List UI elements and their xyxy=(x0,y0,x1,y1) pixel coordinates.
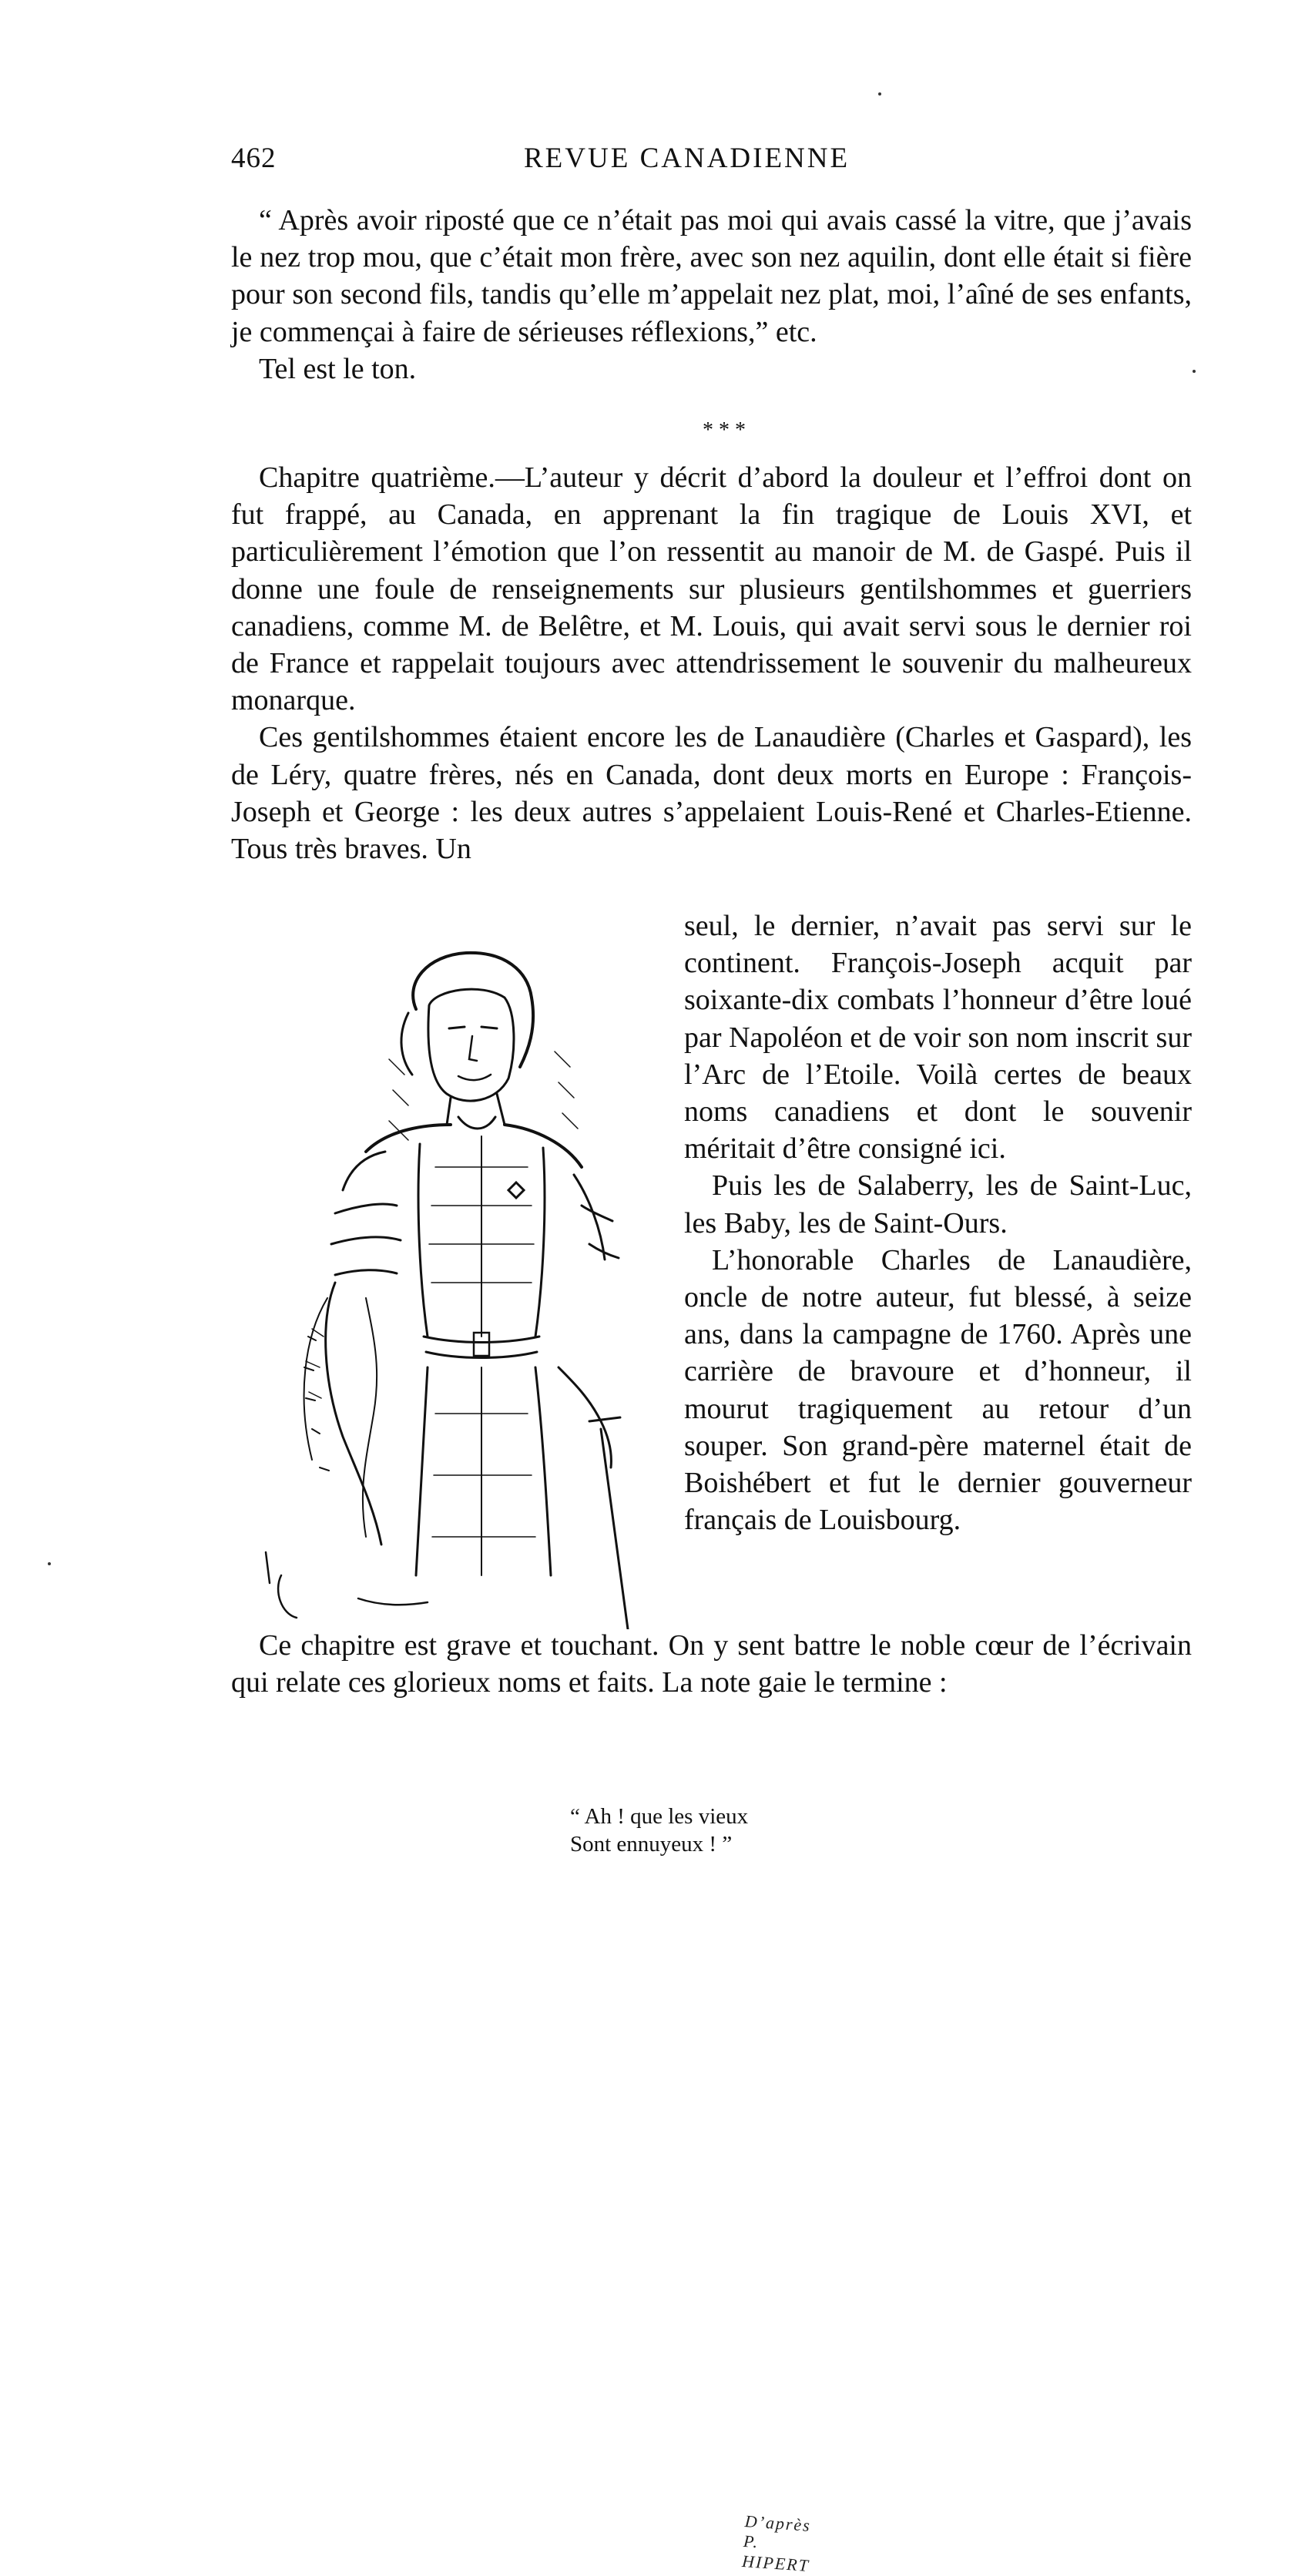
section-separator xyxy=(689,420,759,457)
asterism: * * * xyxy=(703,418,746,442)
paragraph-continuation: seul, le dernier, n’avait pas servi sur le continent. François-Joseph acquit par soixante-dix combats l’honneur d’être loué par Napoléon et de voir son nom inscrit sur l’Arc de l’Etoile. Voilà certes de beaux noms canadiens et dont le souvenir méritait d’être consigné ici. xyxy=(684,910,1192,1166)
paragraph-gentilshommes: Ces gentilshommes étaient encore les de Lanaudière (Charles et Gaspard), les de Léry, quatre frères, nés en Canada, dont deux morts en Europe : François-Joseph et George : les deux autres s’appelaient Louis-René et Charles-Etienne. Tous très braves. Un xyxy=(231,721,1192,866)
print-speck xyxy=(878,92,881,96)
print-speck xyxy=(1193,370,1196,373)
text-block-wrapped xyxy=(684,907,1192,1538)
portrait-engraving-icon xyxy=(250,936,682,1629)
text-block-middle xyxy=(231,459,1192,867)
running-head: REVUE CANADIENNE xyxy=(524,143,850,174)
paragraph-tone: Tel est le ton. xyxy=(259,352,417,385)
page-number: 462 xyxy=(231,143,277,174)
quote-line-2: Sont ennuyeux ! ” xyxy=(570,1832,733,1857)
paragraph-chapter-conclusion: Ce chapitre est grave et touchant. On y sent battre le noble cœur de l’écrivain qui relate ces glorieux noms et faits. La note gaie le termine : xyxy=(231,1629,1192,1699)
page-header xyxy=(231,142,1194,180)
text-block-bottom xyxy=(231,1627,1192,1701)
paragraph-chapter-four: Chapitre quatrième.—L’auteur y décrit d’abord la douleur et l’effroi dont on fut frappé, au Canada, en apprenant la fin tragique de Louis XVI, et particulièrement l’émotion que l’on ressentit au manoir de M. de Gaspé. Puis il donne une foule de renseignements sur plusieurs gentilshommes et guerriers canadiens, comme M. de Belêtre, et M. Louis, qui avait servi sous le dernier roi de France et rappelait toujours avec attendrissement le souvenir du malheureux monarque. xyxy=(231,461,1192,717)
paragraph-families: Puis les de Salaberry, les de Saint-Luc, les Baby, les de Saint-Ours. xyxy=(684,1169,1192,1239)
print-speck xyxy=(48,1562,51,1565)
artist-signature: D’après P. HIPERT xyxy=(741,2511,812,2575)
song-quotation xyxy=(570,1803,748,1858)
text-block-top xyxy=(231,202,1192,387)
paragraph-lanaudiere: L’honorable Charles de Lanaudière, oncle de notre auteur, fut blessé, à seize ans, dans la campagne de 1760. Après une carrière de bravoure et d’honneur, il mourut tragiquement au retour d’un souper. Son grand-père maternel était de Boishébert et fut le dernier gouverneur français de Louisbourg. xyxy=(684,1243,1192,1537)
quote-line-1: “ Ah ! que les vieux xyxy=(570,1804,749,1829)
paragraph-quote: “ Après avoir riposté que ce n’était pas moi qui avais cassé la vitre, que j’avais le nez trop mou, que c’était mon frère, avec son nez aquilin, dont elle était si fière pour son second fils, tandis qu’elle m’appelait nez plat, moi, l’aîné de ses enfants, je commençai à faire de sérieuses réflexions,” etc. xyxy=(231,204,1192,348)
